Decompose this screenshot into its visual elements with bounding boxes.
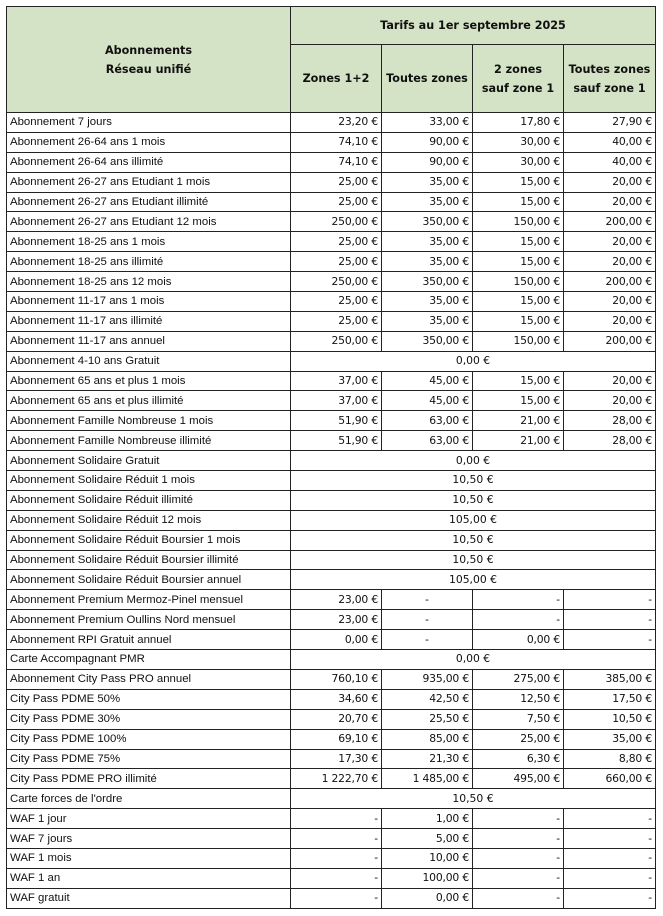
row-label: WAF 1 mois [7,848,291,868]
price-cell: - [564,868,656,888]
price-cell: 35,00 € [382,232,473,252]
price-cell: 20,00 € [564,192,656,212]
merged-price-cell: 105,00 € [291,570,656,590]
col-header-line2: sauf zone 1 [573,81,646,95]
price-cell: 15,00 € [473,232,564,252]
price-cell: - [473,590,564,610]
price-cell: 35,00 € [382,292,473,312]
table-row [7,769,656,789]
price-cell: 200,00 € [564,212,656,232]
price-cell: 150,00 € [473,212,564,232]
table-row [7,510,656,530]
price-cell: 385,00 € [564,669,656,689]
price-cell: 20,00 € [564,371,656,391]
price-cell: - [564,590,656,610]
merged-price-cell: 10,50 € [291,490,656,510]
table-row [7,371,656,391]
date-title-header: Tarifs au 1er septembre 2025 [291,7,656,45]
price-cell: 10,00 € [382,848,473,868]
price-cell: 40,00 € [564,132,656,152]
price-cell: 45,00 € [382,371,473,391]
row-label: Abonnement 65 ans et plus illimité [7,391,291,411]
price-cell: 15,00 € [473,172,564,192]
price-cell: 15,00 € [473,391,564,411]
table-row [7,848,656,868]
col-header-2-zones-except-1 [473,45,564,113]
merged-price-cell: 10,50 € [291,550,656,570]
table-row [7,650,656,670]
tariff-rows [7,113,656,909]
tariff-table [6,6,656,909]
price-cell: 34,60 € [291,689,382,709]
price-cell: 63,00 € [382,431,473,451]
table-row [7,729,656,749]
price-cell: 28,00 € [564,411,656,431]
price-cell: 23,00 € [291,590,382,610]
price-cell: - [473,809,564,829]
price-cell: 25,00 € [291,172,382,192]
price-cell: 30,00 € [473,152,564,172]
price-cell: 25,50 € [382,709,473,729]
row-label: Abonnement 11-17 ans annuel [7,331,291,351]
price-cell: 20,00 € [564,391,656,411]
header-title-line1: Abonnements [104,43,193,57]
table-row [7,471,656,491]
row-label: Abonnement City Pass PRO annuel [7,669,291,689]
table-row [7,550,656,570]
price-cell: 20,00 € [564,232,656,252]
price-cell: 100,00 € [382,868,473,888]
price-cell: - [291,848,382,868]
price-cell: 85,00 € [382,729,473,749]
price-cell: 200,00 € [564,272,656,292]
price-cell: 90,00 € [382,132,473,152]
price-cell: 0,00 € [473,630,564,650]
row-label: Abonnement 18-25 ans illimité [7,252,291,272]
row-label: Abonnement 26-27 ans Etudiant 12 mois [7,212,291,232]
price-cell: - [564,888,656,908]
price-cell: 37,00 € [291,391,382,411]
price-cell: 0,00 € [382,888,473,908]
price-cell: - [473,829,564,849]
table-row [7,192,656,212]
price-cell: 15,00 € [473,292,564,312]
table-row [7,689,656,709]
row-label: WAF 1 an [7,868,291,888]
row-label: WAF gratuit [7,888,291,908]
price-cell: 150,00 € [473,272,564,292]
price-cell: 150,00 € [473,331,564,351]
price-cell: 25,00 € [291,292,382,312]
price-cell: - [291,868,382,888]
row-label: Abonnement Solidaire Réduit Boursier illimité [7,550,291,570]
price-cell: 200,00 € [564,331,656,351]
table-row [7,172,656,192]
price-cell: 15,00 € [473,252,564,272]
row-label: Abonnement Solidaire Réduit 12 mois [7,510,291,530]
price-cell: 74,10 € [291,132,382,152]
table-row [7,749,656,769]
row-label: Abonnement RPI Gratuit annuel [7,630,291,650]
row-label: Carte Accompagnant PMR [7,650,291,670]
price-cell: 7,50 € [473,709,564,729]
row-label: Abonnement 18-25 ans 12 mois [7,272,291,292]
table-row [7,331,656,351]
row-label: Abonnement 18-25 ans 1 mois [7,232,291,252]
price-cell: - [382,590,473,610]
merged-price-cell: 0,00 € [291,650,656,670]
price-cell: 17,80 € [473,113,564,133]
price-cell: 10,50 € [564,709,656,729]
price-cell: - [564,630,656,650]
price-cell: 27,90 € [564,113,656,133]
price-cell: 20,70 € [291,709,382,729]
table-row [7,451,656,471]
table-row [7,113,656,133]
price-cell: 35,00 € [382,172,473,192]
row-label: Abonnement Solidaire Réduit illimité [7,490,291,510]
row-label: City Pass PDME 30% [7,709,291,729]
price-cell: - [473,888,564,908]
price-cell: 90,00 € [382,152,473,172]
price-cell: 35,00 € [382,311,473,331]
price-cell: 23,20 € [291,113,382,133]
price-cell: 1,00 € [382,809,473,829]
price-cell: - [473,868,564,888]
table-row [7,232,656,252]
price-cell: 250,00 € [291,272,382,292]
price-cell: 35,00 € [382,252,473,272]
table-row [7,570,656,590]
row-label: City Pass PDME 100% [7,729,291,749]
price-cell: - [291,888,382,908]
row-label: Abonnement Solidaire Réduit Boursier 1 mois [7,530,291,550]
price-cell: 15,00 € [473,311,564,331]
price-cell: 0,00 € [291,630,382,650]
price-cell: 275,00 € [473,669,564,689]
row-label: City Pass PDME 75% [7,749,291,769]
price-cell: - [382,630,473,650]
table-row [7,888,656,908]
table-row [7,809,656,829]
price-cell: 28,00 € [564,431,656,451]
table-row [7,152,656,172]
price-cell: - [291,809,382,829]
merged-price-cell: 0,00 € [291,351,656,371]
price-cell: 15,00 € [473,192,564,212]
row-label: Abonnement Premium Mermoz-Pinel mensuel [7,590,291,610]
col-header-line1: Zones 1+2 [302,72,370,85]
price-cell: 6,30 € [473,749,564,769]
price-cell: 20,00 € [564,252,656,272]
row-label: Carte forces de l'ordre [7,789,291,809]
price-cell: 69,10 € [291,729,382,749]
price-cell: 30,00 € [473,132,564,152]
col-header-zones-1-2 [291,45,382,113]
table-row [7,272,656,292]
price-cell: 20,00 € [564,311,656,331]
col-header-line1: 2 zones [493,62,543,76]
price-cell: 23,00 € [291,610,382,630]
price-cell: 74,10 € [291,152,382,172]
price-cell: 20,00 € [564,172,656,192]
row-label: Abonnement 26-64 ans 1 mois [7,132,291,152]
table-row [7,590,656,610]
price-cell: - [564,809,656,829]
merged-price-cell: 10,50 € [291,789,656,809]
price-cell: 17,30 € [291,749,382,769]
table-row [7,709,656,729]
table-row [7,431,656,451]
row-label: Abonnement Premium Oullins Nord mensuel [7,610,291,630]
price-cell: 760,10 € [291,669,382,689]
row-label: Abonnement 26-27 ans Etudiant illimité [7,192,291,212]
col-header-line1: Toutes zones [386,72,468,85]
price-cell: 40,00 € [564,152,656,172]
col-header-all-zones-except-1 [564,45,656,113]
table-row [7,630,656,650]
price-cell: 25,00 € [291,252,382,272]
price-cell: 1 222,70 € [291,769,382,789]
row-label: Abonnement 26-27 ans Etudiant 1 mois [7,172,291,192]
row-label: Abonnement Famille Nombreuse illimité [7,431,291,451]
col-header-line1: Toutes zones [568,62,651,76]
price-cell: - [382,610,473,630]
price-cell: - [564,848,656,868]
table-row [7,351,656,371]
price-cell: 5,00 € [382,829,473,849]
price-cell: 63,00 € [382,411,473,431]
table-row [7,391,656,411]
price-cell: 15,00 € [473,371,564,391]
price-cell: 51,90 € [291,431,382,451]
table-row [7,411,656,431]
table-row [7,252,656,272]
table-row [7,311,656,331]
price-cell: 250,00 € [291,331,382,351]
row-label: WAF 1 jour [7,809,291,829]
row-label: Abonnement 7 jours [7,113,291,133]
merged-price-cell: 0,00 € [291,451,656,471]
header-title-line2: Réseau unifié [105,62,192,76]
row-label: WAF 7 jours [7,829,291,849]
table-row [7,292,656,312]
price-cell: 35,00 € [564,729,656,749]
row-label: Abonnement 65 ans et plus 1 mois [7,371,291,391]
price-cell: 350,00 € [382,272,473,292]
price-cell: 42,50 € [382,689,473,709]
row-label: Abonnement Solidaire Gratuit [7,451,291,471]
table-row [7,610,656,630]
price-cell: 250,00 € [291,212,382,232]
price-cell: - [473,610,564,630]
price-cell: 25,00 € [291,192,382,212]
price-cell: - [564,610,656,630]
table-row [7,490,656,510]
table-row [7,530,656,550]
table-row [7,212,656,232]
table-row [7,132,656,152]
row-label: Abonnement Famille Nombreuse 1 mois [7,411,291,431]
row-label: Abonnement 26-64 ans illimité [7,152,291,172]
price-cell: 8,80 € [564,749,656,769]
table-row [7,829,656,849]
price-cell: 21,00 € [473,431,564,451]
price-cell: 21,00 € [473,411,564,431]
price-cell: 350,00 € [382,331,473,351]
row-label: Abonnement 11-17 ans illimité [7,311,291,331]
price-cell: - [564,829,656,849]
price-cell: - [473,848,564,868]
price-cell: 25,00 € [291,311,382,331]
row-label: Abonnement 4-10 ans Gratuit [7,351,291,371]
price-cell: 1 485,00 € [382,769,473,789]
price-cell: 45,00 € [382,391,473,411]
row-label: Abonnement Solidaire Réduit Boursier annuel [7,570,291,590]
price-cell: 495,00 € [473,769,564,789]
price-cell: - [291,829,382,849]
price-cell: 20,00 € [564,292,656,312]
price-cell: 25,00 € [291,232,382,252]
price-cell: 25,00 € [473,729,564,749]
row-label: Abonnement Solidaire Réduit 1 mois [7,471,291,491]
col-header-line2: sauf zone 1 [481,81,555,95]
price-cell: 660,00 € [564,769,656,789]
merged-price-cell: 10,50 € [291,471,656,491]
row-label: City Pass PDME 50% [7,689,291,709]
price-cell: 33,00 € [382,113,473,133]
table-row [7,868,656,888]
col-header-all-zones [382,45,473,113]
price-cell: 12,50 € [473,689,564,709]
table-row [7,669,656,689]
price-cell: 51,90 € [291,411,382,431]
price-cell: 21,30 € [382,749,473,769]
price-cell: 350,00 € [382,212,473,232]
price-cell: 37,00 € [291,371,382,391]
row-label: City Pass PDME PRO illimité [7,769,291,789]
merged-price-cell: 105,00 € [291,510,656,530]
subscriptions-header [7,7,291,113]
merged-price-cell: 10,50 € [291,530,656,550]
row-label: Abonnement 11-17 ans 1 mois [7,292,291,312]
price-cell: 17,50 € [564,689,656,709]
price-cell: 35,00 € [382,192,473,212]
table-row [7,789,656,809]
price-cell: 935,00 € [382,669,473,689]
